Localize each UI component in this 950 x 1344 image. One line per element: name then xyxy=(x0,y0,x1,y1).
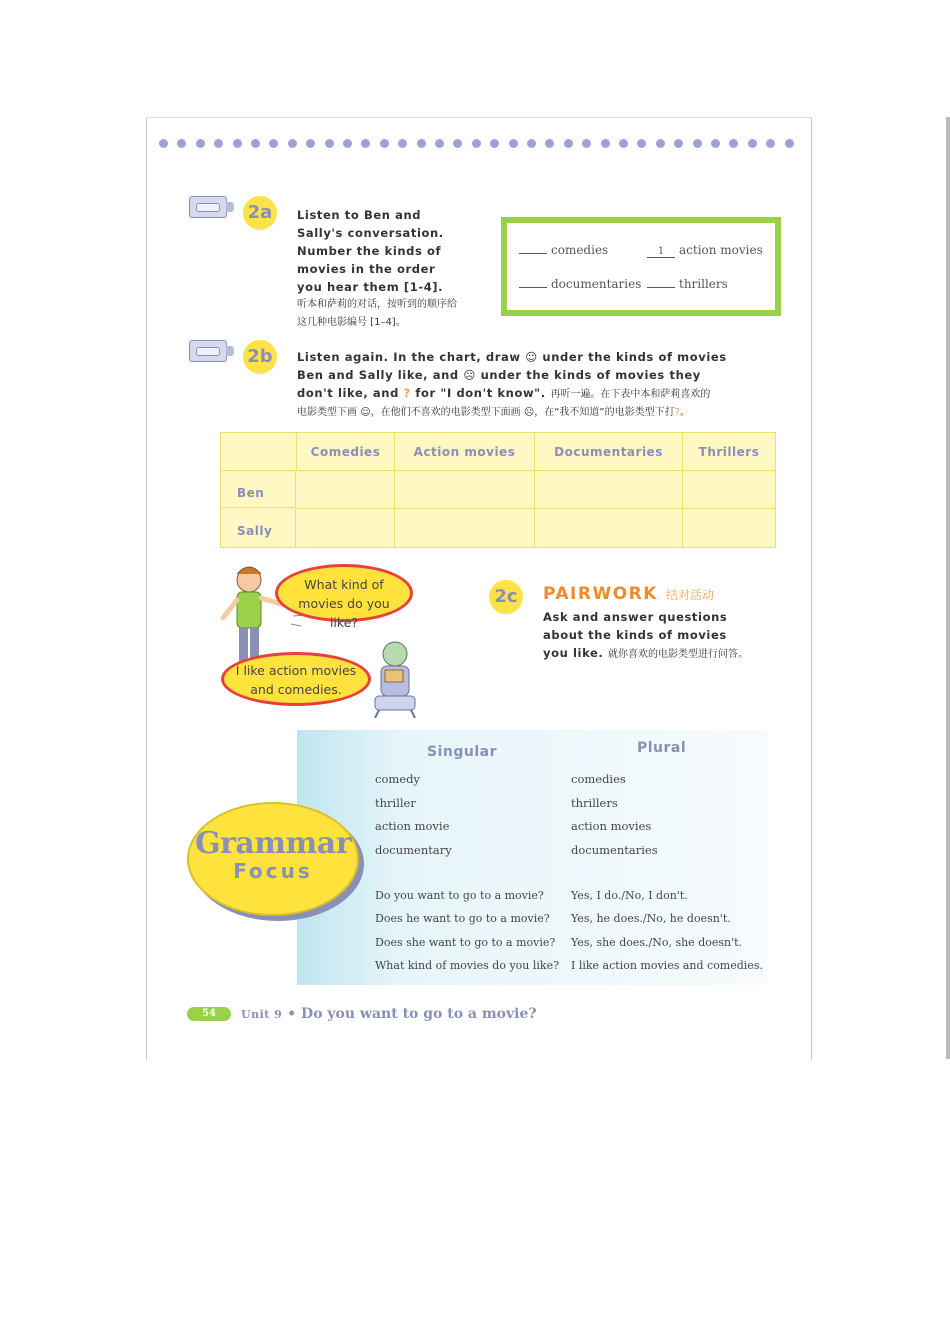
grammar-question: Does he want to go to a movie? xyxy=(375,912,550,926)
border-dot xyxy=(674,139,683,148)
option-thrillers xyxy=(647,277,728,291)
instr-line: Ask and answer questions xyxy=(543,610,728,624)
chart-cell[interactable] xyxy=(683,509,775,547)
instr-cn-line: 听本和萨莉的对话，按听到的顺序给 xyxy=(297,299,457,310)
question-list xyxy=(375,884,559,977)
singular-header: Singular xyxy=(427,744,497,760)
border-dot xyxy=(490,139,499,148)
border-dot xyxy=(380,139,389,148)
grammar-question: What kind of movies do you like? xyxy=(375,958,559,972)
instr-line: Listen again. In the chart, draw ☺ under the kinds of movies xyxy=(297,350,727,364)
border-dot xyxy=(159,139,168,148)
grammar-question: Does she want to go to a movie? xyxy=(375,935,556,949)
plural-word: documentaries xyxy=(571,842,658,857)
singular-word: action movie xyxy=(375,819,450,833)
grammar-answer: Yes, he does./No, he doesn't. xyxy=(571,912,731,926)
singular-word: comedy xyxy=(375,772,420,786)
scan-edge xyxy=(946,117,950,1059)
border-dot xyxy=(656,139,665,148)
answer-blank[interactable] xyxy=(519,287,547,288)
option-label: action movies xyxy=(679,243,763,257)
chart-corner-cell xyxy=(221,433,297,471)
border-dot xyxy=(748,139,757,148)
page-number: 54 xyxy=(187,1007,231,1021)
border-dot xyxy=(453,139,462,148)
exercise-badge-2c: 2c xyxy=(489,580,523,614)
chart-cell[interactable] xyxy=(297,471,395,509)
footer-bullet: • xyxy=(287,1006,297,1022)
border-dot xyxy=(601,139,610,148)
chart-cell[interactable] xyxy=(535,471,683,509)
speech-bubble-question: What kind of movies do you like? xyxy=(275,564,413,622)
singular-list xyxy=(375,768,452,862)
chart-cell[interactable] xyxy=(395,471,535,509)
border-dot xyxy=(582,139,591,148)
instr-line: don't like, and ? for "I don't know". 再听一遍。在下表中本和萨莉喜欢的 xyxy=(297,386,711,400)
plural-word: action movies xyxy=(571,819,652,833)
exercise-badge-2a: 2a xyxy=(243,196,277,230)
option-label: documentaries xyxy=(551,277,642,291)
frowny-face-icon: ☹ xyxy=(523,407,535,418)
singular-word: documentary xyxy=(375,842,452,857)
conversation-illustration xyxy=(215,558,445,718)
border-dot xyxy=(637,139,646,148)
border-dot xyxy=(564,139,573,148)
plural-list xyxy=(571,768,658,862)
instr-line: movies in the order xyxy=(297,262,436,276)
instr-line: Listen to Ben and xyxy=(297,208,422,222)
grammar-answer: Yes, she does./No, she doesn't. xyxy=(571,935,743,949)
instr-line: you hear them [1-4]. xyxy=(297,280,444,294)
option-action-movies xyxy=(647,243,763,258)
chart-cell[interactable] xyxy=(395,509,535,547)
grammar-answer: Yes, I do./No, I don't. xyxy=(571,889,688,902)
instr-line: Number the kinds of xyxy=(297,244,442,258)
instructions-2b xyxy=(297,348,797,422)
border-dot xyxy=(306,139,315,148)
instr-line: about the kinds of movies xyxy=(543,628,727,642)
cassette-icon xyxy=(189,340,227,362)
textbook-page xyxy=(146,117,812,1060)
page-footer xyxy=(187,1006,537,1022)
option-comedies xyxy=(519,243,608,257)
border-dot xyxy=(711,139,720,148)
plural-word: comedies xyxy=(571,772,626,786)
chart-header-documentaries: Documentaries xyxy=(535,433,683,471)
border-dot xyxy=(233,139,242,148)
plural-word: thrillers xyxy=(571,795,618,810)
border-dot xyxy=(343,139,352,148)
speech-bubble-answer: I like action movies and comedies. xyxy=(221,652,371,706)
instr-cn-line: 这几种电影编号 [1–4]。 xyxy=(297,317,406,328)
grammar-focus-title: Grammar xyxy=(194,826,352,861)
answer-blank[interactable] xyxy=(519,253,547,254)
frowny-face-icon: ☹ xyxy=(463,368,476,382)
border-dot xyxy=(251,139,260,148)
instr-line: Ben and Sally like, and ☹ under the kinds of movies they xyxy=(297,368,701,382)
border-dot xyxy=(361,139,370,148)
border-dot xyxy=(785,139,794,148)
instr-line: Sally's conversation. xyxy=(297,226,444,240)
singular-word: thriller xyxy=(375,795,416,810)
smiley-face-icon: ☺ xyxy=(360,407,371,418)
option-label: comedies xyxy=(551,243,609,257)
grammar-answer: I like action movies and comedies. xyxy=(571,958,763,972)
border-dot xyxy=(619,139,628,148)
chart-header-action-movies: Action movies xyxy=(395,433,535,471)
instr-line: you like. 就你喜欢的电影类型进行问答。 xyxy=(543,646,748,660)
smiley-face-icon: ☺ xyxy=(525,350,538,364)
border-dot xyxy=(398,139,407,148)
border-dot xyxy=(766,139,775,148)
border-dot xyxy=(435,139,444,148)
border-dot xyxy=(472,139,481,148)
border-dot xyxy=(729,139,738,148)
instructions-2a xyxy=(297,206,457,332)
pairwork-title: PAIRWORK 结对活动 xyxy=(543,584,714,604)
movie-chart xyxy=(220,432,776,548)
border-dot xyxy=(325,139,334,148)
chart-header-thrillers: Thrillers xyxy=(683,433,775,471)
chart-header-comedies: Comedies xyxy=(297,433,395,471)
answer-blank[interactable] xyxy=(647,287,675,288)
instructions-2c xyxy=(543,608,748,664)
answer-list xyxy=(571,884,763,977)
grammar-question: Do you want to go to a movie? xyxy=(375,889,544,902)
border-dot xyxy=(288,139,297,148)
border-dot xyxy=(177,139,186,148)
option-label: thrillers xyxy=(679,277,728,291)
grammar-panel xyxy=(297,730,767,985)
chart-cell[interactable] xyxy=(297,509,395,547)
unit-title: Do you want to go to a movie? xyxy=(301,1006,537,1022)
cassette-icon xyxy=(189,196,227,218)
grammar-focus-subtitle: Focus xyxy=(233,859,313,883)
chart-cell[interactable] xyxy=(535,509,683,547)
movie-options-box xyxy=(501,217,781,316)
plural-header: Plural xyxy=(637,740,687,756)
question-mark-icon: ? xyxy=(403,386,411,400)
border-dot xyxy=(693,139,702,148)
chart-row-label-sally: Sally xyxy=(221,509,296,547)
border-dot xyxy=(196,139,205,148)
border-dot xyxy=(545,139,554,148)
border-dot xyxy=(417,139,426,148)
chart-cell[interactable] xyxy=(683,471,775,509)
border-dot xyxy=(509,139,518,148)
dot-border xyxy=(159,139,799,151)
border-dot xyxy=(269,139,278,148)
instr-cn-line: 电影类型下画 ☺，在他们不喜欢的电影类型下面画 ☹，在“我不知道”的电影类型下打?。 xyxy=(297,407,690,418)
answer-blank[interactable]: 1 xyxy=(647,246,675,258)
border-dot xyxy=(214,139,223,148)
exercise-badge-2b: 2b xyxy=(243,340,277,374)
border-dot xyxy=(527,139,536,148)
option-documentaries xyxy=(519,277,641,291)
question-mark-icon: ? xyxy=(674,407,680,418)
unit-label: Unit 9 xyxy=(241,1008,283,1021)
chart-row-label-ben: Ben xyxy=(221,471,296,508)
grammar-focus-badge xyxy=(187,802,359,916)
